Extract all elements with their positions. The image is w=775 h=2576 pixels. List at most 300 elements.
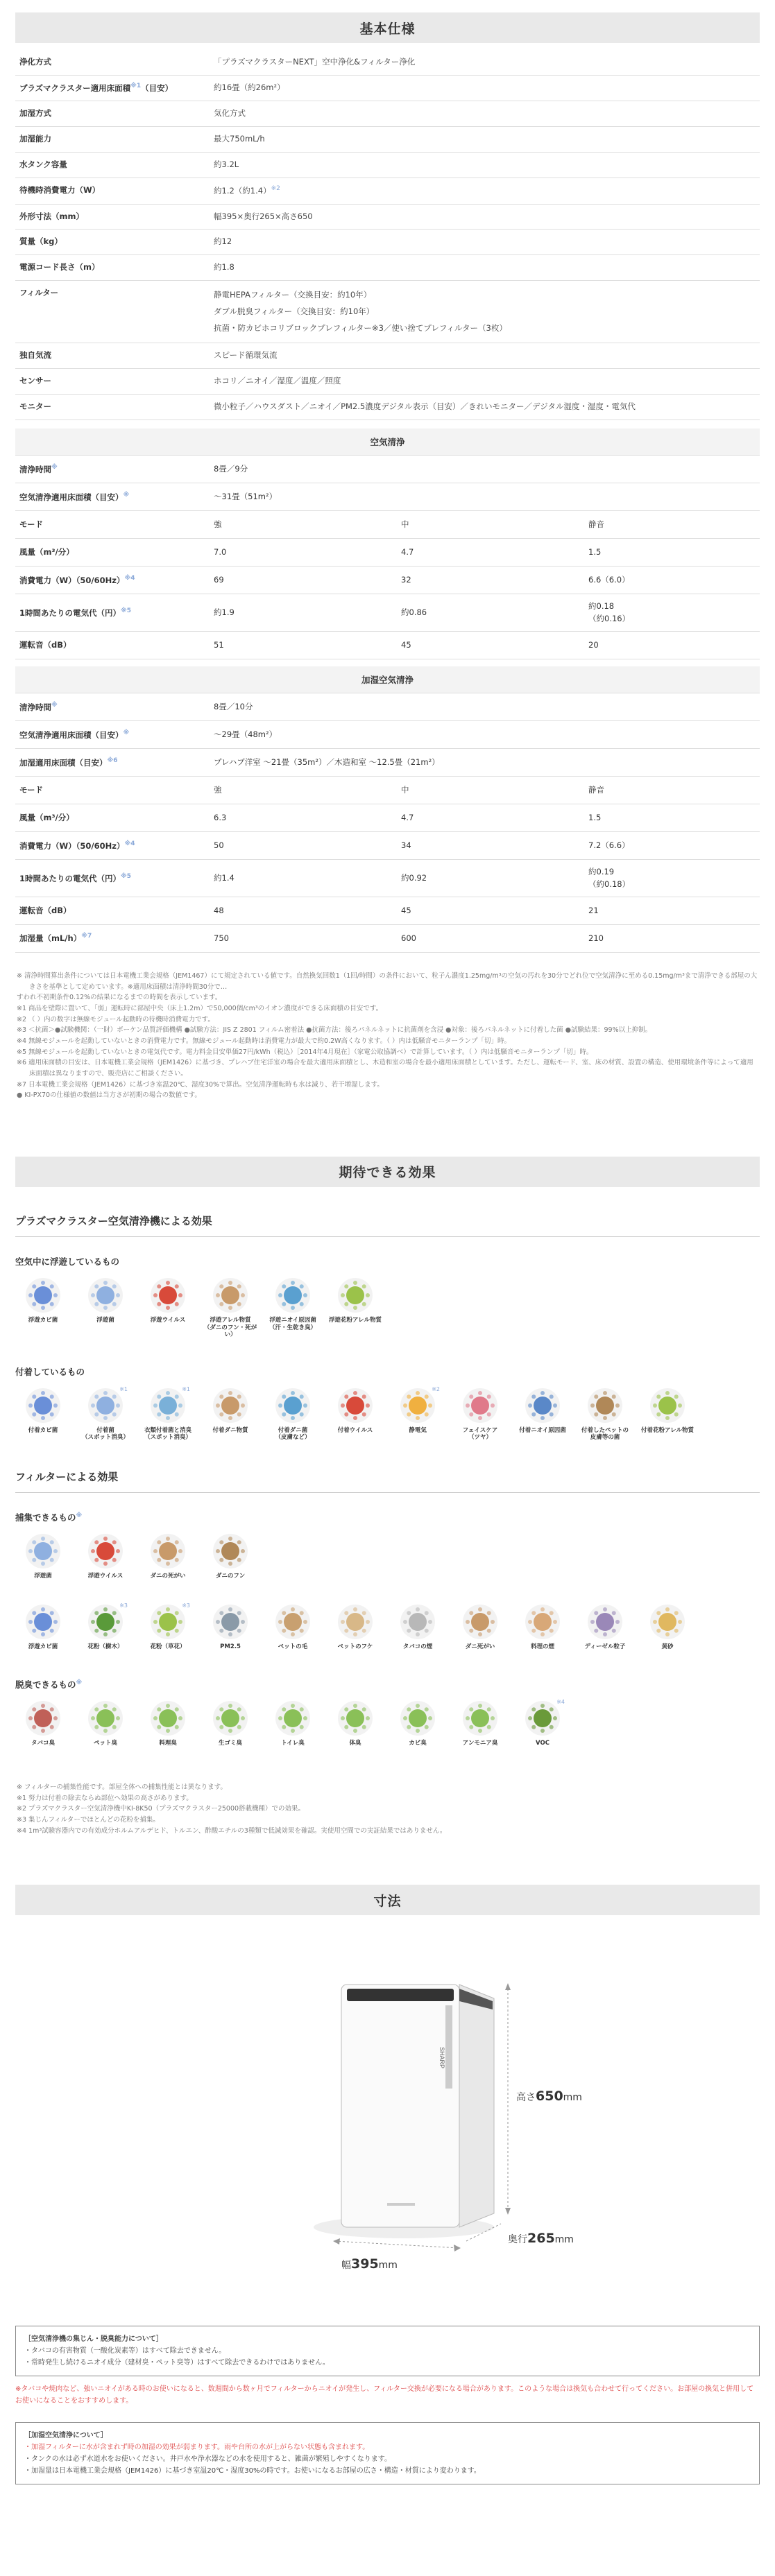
effect-icon-graphic: [337, 1388, 373, 1424]
effect-icon-graphic: [462, 1700, 498, 1736]
effect-item: [327, 1604, 383, 1651]
mode-mid: 中: [397, 511, 584, 539]
warning-text: ※タバコや焼肉など、強いニオイがある時のお使いになると、数週間から数ヶ月でフィルターからニオイが発生し、フィルター交換が必要になる場合があります。このような場合は換気も合わせて行ってください。お部屋の換気と併用してお使いになることをおすすめします。: [15, 2385, 754, 2405]
effect-icon: [150, 1700, 186, 1736]
effect-icon: [25, 1533, 61, 1569]
effect-icon: [150, 1277, 186, 1313]
effect-icon: ※2: [400, 1388, 436, 1424]
width-value: 395: [351, 2256, 379, 2272]
spec-row: [15, 101, 760, 127]
spec-value: 気化方式: [210, 101, 760, 127]
effect-icon: [275, 1277, 311, 1313]
effect-icon: [87, 1700, 124, 1736]
effect-caption: PM2.5: [220, 1643, 241, 1650]
height-value: 650: [536, 2089, 563, 2104]
attached-icons: [15, 1385, 760, 1442]
spec-label: 質量（kg）: [15, 230, 210, 255]
effect-item: [327, 1277, 383, 1339]
effect-icon-graphic: [87, 1700, 124, 1736]
filter-line: ダブル脱臭フィルター（交換目安：約10年）: [214, 306, 375, 316]
effect-icon-graphic: [150, 1388, 186, 1424]
effect-icon: [275, 1700, 311, 1736]
spec-row: [15, 153, 760, 178]
filter-effect-title: フィルターによる効果: [15, 1471, 119, 1484]
cell-value: 7.0: [210, 539, 397, 567]
effect-icon: [25, 1388, 61, 1424]
effect-icon: ※3: [150, 1604, 186, 1640]
effect-icon: [649, 1604, 685, 1640]
humid-time-label: 清浄時間: [19, 702, 51, 712]
effect-icon-graphic: [25, 1700, 61, 1736]
effect-icon: [87, 1277, 124, 1313]
spec-row: [15, 230, 760, 255]
spec-notes: [15, 971, 760, 1101]
cell-value: 21: [584, 897, 760, 924]
effect-icon-graphic: [337, 1604, 373, 1640]
effect-item: [515, 1388, 570, 1442]
spec-value: [210, 280, 760, 343]
cell-value: 6.6（6.0）: [584, 567, 760, 594]
spec-label: モニター: [15, 395, 210, 420]
note-line: ※ フィルターの捕集性能です。部屋全体への捕集性能とは異なります。: [17, 1783, 227, 1791]
effect-caption: 生ゴミ臭: [218, 1740, 242, 1747]
effect-icon: [25, 1277, 61, 1313]
effect-icon-graphic: [337, 1700, 373, 1736]
effect-icon: [150, 1533, 186, 1569]
effect-caption: タバコ臭: [31, 1740, 55, 1747]
effect-caption: トイレ臭: [281, 1740, 305, 1747]
clean-table: [15, 456, 760, 659]
row-label: 風量（m³/分）: [19, 813, 74, 823]
clean-subhead: [15, 429, 760, 456]
row-label: 1時間あたりの電気代（円）: [19, 607, 121, 618]
attached-title: 付着しているもの: [15, 1366, 85, 1377]
humid-row: [15, 804, 760, 832]
clean-mode-row: [15, 511, 760, 539]
height-label: 高さ650mm: [516, 2089, 582, 2104]
effect-caption: 浮遊ウイルス: [87, 1573, 124, 1580]
cell-value: 1.5: [584, 804, 760, 832]
spec-row: [15, 50, 760, 75]
effect-icon-graphic: [275, 1700, 311, 1736]
spec-value: 約12: [210, 230, 760, 255]
effect-icon: ※1: [150, 1388, 186, 1424]
effect-caption: ペットの毛: [278, 1643, 308, 1650]
notice-title: ［空気清浄機の集じん・脱臭能力について］: [24, 2335, 163, 2344]
divider: [15, 1236, 760, 1237]
note-line: ※2 プラズマクラスター空気清浄機中KI-8K50（プラズマクラスター25000搭載機種）での効果。: [17, 1805, 305, 1813]
effect-item: [640, 1604, 695, 1651]
deodor-sup: ※: [76, 1679, 83, 1687]
effect-icon-graphic: [400, 1604, 436, 1640]
spec-value: 「プラズマクラスターNEXT」空中浄化&フィルター浄化: [210, 50, 760, 75]
effect-caption: 浮遊アレル物質 （ダニのフン・死がい）: [203, 1316, 257, 1339]
notice-title: ［加湿空気清浄について］: [24, 2432, 108, 2440]
effect-item: [640, 1388, 695, 1442]
effect-caption: 料理臭: [159, 1740, 177, 1747]
effect-item: [140, 1533, 196, 1580]
plasma-title: プラズマクラスター空気清浄機による効果: [15, 1214, 212, 1227]
effect-icon: [525, 1604, 561, 1640]
spec-row: [15, 369, 760, 395]
cell-value: 約0.92: [397, 860, 584, 897]
humid-harea-row: [15, 749, 760, 777]
cell-value: 750: [210, 924, 397, 952]
cell-value: 34: [397, 832, 584, 860]
effect-item: [203, 1700, 258, 1747]
effect-icon-graphic: [275, 1277, 311, 1313]
note-line: ※1 商品を壁際に置いて、「弱」運転時に部屋中央（床上1.2m）で50,000個/cm³のイオン濃度ができる床面積の目安です。: [17, 1004, 383, 1012]
effect-icon: [275, 1388, 311, 1424]
effects-title: 期待できる効果: [339, 1165, 436, 1181]
effect-caption: 付着したペットの 皮膚等の菌: [581, 1426, 629, 1442]
effect-caption: 付着ダニ菌 （皮膚など）: [275, 1426, 311, 1442]
effect-icon-graphic: [150, 1533, 186, 1569]
effect-icon-graphic: [150, 1277, 186, 1313]
effect-item: [15, 1700, 71, 1747]
effect-caption: ペット臭: [93, 1740, 117, 1747]
effect-item: [390, 1700, 445, 1747]
row-label: 風量（m³/分）: [19, 547, 74, 557]
spec-value: 約1.8: [210, 255, 760, 281]
dims-title: 寸法: [373, 1893, 402, 1909]
effect-icon-graphic: [25, 1388, 61, 1424]
effect-item: [15, 1533, 71, 1580]
effect-icon-graphic: [25, 1604, 61, 1640]
spec-title: 基本仕様: [359, 21, 416, 37]
mode-mid: 中: [397, 777, 584, 804]
effect-icon-graphic: [525, 1604, 561, 1640]
effect-caption: ダニのフン: [215, 1573, 246, 1580]
effect-caption: 付着花粉アレル物質: [641, 1426, 694, 1434]
spec-banner: [15, 12, 760, 43]
effect-caption: VOC: [536, 1740, 550, 1747]
notice-line: ・加湿量は日本電機工業会規格（JEM1426）に基づき室温20℃・湿度30%の時です。お使いになるお部屋の広さ・構造・材質により変わります。: [24, 2467, 481, 2475]
effect-caption: 付着菌 （スポット消臭）: [81, 1426, 129, 1442]
note-line: ※4 無線モジュールを起動していないときの消費電力です。無線モジュール起動時は消費電力が最大で約0.2W高くなります。（ ）内は低騒音モニターランプ「切」時。: [17, 1037, 511, 1045]
effect-item: [78, 1604, 133, 1651]
cell-value: 1.5: [584, 539, 760, 567]
note-line: ※7 日本電機工業会規格（JEM1426）に基づき室温20℃、湿度30%で算出。空気清浄運転時も水は減り、若干増湿します。: [17, 1080, 384, 1089]
spec-label: センサー: [15, 369, 210, 395]
effect-icon: [25, 1700, 61, 1736]
effect-icon-graphic: [400, 1388, 436, 1424]
effect-caption: 付着ニオイ原因菌: [519, 1426, 566, 1434]
deodor-title: 脱臭できるもの: [15, 1679, 76, 1691]
effect-icon: [400, 1700, 436, 1736]
effect-icon-graphic: [87, 1388, 124, 1424]
effect-icon: [587, 1388, 623, 1424]
humid-row: [15, 897, 760, 924]
effect-item: [140, 1277, 196, 1339]
spec-row: [15, 343, 760, 369]
humid-harea-value: プレハブ洋室 〜21畳（35m²）／木造和室 〜12.5畳（21m²）: [210, 749, 760, 777]
humid-area-label: 空気清浄適用床面積（目安）: [19, 729, 124, 740]
effect-item: [203, 1604, 258, 1651]
effect-icon-graphic: [25, 1277, 61, 1313]
effect-item: [515, 1700, 570, 1747]
effect-icon: ※1: [87, 1388, 124, 1424]
effect-item: [203, 1388, 258, 1442]
mode-label: モード: [15, 777, 210, 804]
effect-icon: [337, 1277, 373, 1313]
mode-strong: 強: [210, 511, 397, 539]
effect-item: [390, 1604, 445, 1651]
spec-label: 電源コード長さ（m）: [15, 255, 210, 281]
effect-icon-graphic: [150, 1604, 186, 1640]
note-line: ※ 清浄時間算出条件については日本電機工業会規格（JEM1467）にて規定されている値です。自然換気回数1（1回/時間）の条件において、粒子ん濃度1.25mg/m³の空気の汚れを30分でどれ位で空気清浄に至める0.15mg/m³まで清浄できる部屋の大きさを基準として定めています。※適用床面積は清浄時間30分で…: [17, 971, 758, 991]
effect-caption: フェイスケア （ツヤ）: [462, 1426, 498, 1442]
effect-item: [140, 1385, 196, 1442]
humid-subhead: [15, 666, 760, 693]
spec-row: [15, 255, 760, 281]
effect-icon: [462, 1700, 498, 1736]
effect-icon: [462, 1388, 498, 1424]
effect-icon: [400, 1604, 436, 1640]
effect-icon: ※3: [87, 1604, 124, 1640]
cell-value: 約0.18 （約0.16）: [584, 594, 760, 632]
cell-value: 20: [584, 631, 760, 659]
effect-icon: [587, 1604, 623, 1640]
effect-item: [265, 1700, 321, 1747]
effect-caption: 浮遊カビ菌: [28, 1643, 58, 1650]
effect-item: [452, 1388, 508, 1442]
note-line: ※5 無線モジュールを起動していないときの電気代です。電力料金目安単価27円/kWh（税込）［2014年4月現在］（家電公取協調べ）で計算しています。（ ）内は低騒音モニターランプ「切」時。: [17, 1048, 593, 1056]
capture-title: 捕集できるもの: [15, 1512, 76, 1523]
row-label: 消費電力（W）（50/60Hz）: [19, 840, 125, 851]
note-line: ※2 （ ）内の数字は無線モジュール起動時の待機時消費電力です。: [17, 1015, 214, 1023]
capture-sup: ※: [76, 1512, 83, 1519]
effect-icon: [275, 1604, 311, 1640]
capture-icons-1: [15, 1533, 760, 1580]
clean-row: 1時間あたりの電気代（円）$^{※5}$ 約1.9 約0.86 約0.18 （約0.16）: [15, 594, 760, 632]
spec-value: 幅395×奥行265×高さ650: [210, 204, 760, 230]
effect-caption: 浮遊ウイルス: [150, 1316, 186, 1324]
effect-caption: 花粉（草花）: [150, 1643, 186, 1650]
effect-icon-graphic: [525, 1700, 561, 1736]
clean-area-label: 空気清浄適用床面積（目安）: [19, 492, 124, 502]
effect-item: [265, 1277, 321, 1339]
effect-caption: 付着ダニ物質: [212, 1426, 248, 1434]
humid-row: 加湿量$(mL/h)^{※7}$ 750 600 210: [15, 924, 760, 952]
effect-icon: [462, 1604, 498, 1640]
effect-icon: [212, 1604, 248, 1640]
brand-text: SHARP: [438, 2047, 445, 2069]
mode-strong: 強: [210, 777, 397, 804]
notice-line: ・常時発生し続けるニオイ成分（建材臭・ペット臭等）はすべて除去できるわけではありません。: [24, 2359, 330, 2367]
cell-value: 4.7: [397, 539, 584, 567]
effect-caption: アンモニア臭: [462, 1740, 498, 1747]
mode-label: モード: [15, 511, 210, 539]
spec-row: [15, 127, 760, 153]
spec-label: 加湿方式: [15, 101, 210, 127]
effects-banner: [15, 1157, 760, 1187]
effect-icon: [212, 1388, 248, 1424]
cell-value: 約0.86: [397, 594, 584, 632]
humid-table: [15, 693, 760, 953]
effect-item: [15, 1277, 71, 1339]
humid-time-row: 清浄時間※ 8畳／10分: [15, 693, 760, 721]
effect-item: [78, 1385, 133, 1442]
note-line: ※6 適用床面積の目安は、日本電機工業会規格（JEM1426）に基づき、プレハブ住宅洋室の場合を最大適用床面積とし、木造和室の場合を最小適用床面積としています。ただし、運転モード、室、床の材質、設置の構造、使用環境条件等によって適用床面積は異なりますので、販売店にご相談ください。: [17, 1059, 753, 1078]
effect-item: [203, 1533, 258, 1580]
cell-value: 7.2（6.6）: [584, 832, 760, 860]
cell-value: 48: [210, 897, 397, 924]
row-label: 運転音（dB）: [19, 639, 71, 650]
effect-caption: 静電気: [409, 1426, 427, 1434]
effect-icon-graphic: [87, 1533, 124, 1569]
humid-harea-sup: ※6: [107, 757, 118, 764]
notice-line: ・加湿フィルターに水が含まれず時の加湿の効果が弱まります。雨や台所の水が上がらない状態も含まれます。: [24, 2444, 370, 2452]
effect-item: [390, 1385, 445, 1442]
note-line: ※3 ＜抗菌＞●試験機関：（一財）ボーケン品質評価機構 ●試験方法：JIS Z 2801 フィルム密着法 ●抗菌方法：後ろパネルネットに抗菌剤を含浸 ●対象：後ろパネルネットに付着した菌 ●試験結果：99%以上抑制。: [17, 1026, 652, 1035]
cell-value: 32: [397, 567, 584, 594]
capture-icons-2: [15, 1604, 760, 1651]
notice-box-2: [15, 2422, 760, 2484]
effect-icon-graphic: [212, 1533, 248, 1569]
effect-caption: 黄砂: [661, 1643, 674, 1650]
spec-value: 微小粒子／ハウスダスト／ニオイ／PM2.5濃度デジタル表示（目安）／きれいモニター／デジタル湿度・湿度・電気代: [210, 395, 760, 420]
effect-item: [140, 1604, 196, 1651]
row-label: 消費電力（W）（50/60Hz）: [19, 575, 125, 585]
humid-area-row: 空気清浄適用床面積（目安）※ 〜29畳（48m²）: [15, 721, 760, 749]
notice-box-1: [15, 2326, 760, 2376]
humid-mode-row: [15, 777, 760, 804]
effect-icon: [337, 1700, 373, 1736]
note-line: すわれ不初期条件0.12%の結果になるまでの時間を表示しています。: [17, 994, 222, 1002]
effect-item: [265, 1604, 321, 1651]
divider: [15, 1492, 760, 1493]
spec-value: 約16畳（約26m²）: [210, 75, 760, 101]
effect-icon-graphic: [87, 1277, 124, 1313]
effect-item: [140, 1700, 196, 1747]
cell-value: 6.3: [210, 804, 397, 832]
cell-value: 50: [210, 832, 397, 860]
notice-line: ・タバコの有害物質（一酸化炭素等）はすべて除去できません。: [24, 2347, 226, 2355]
effect-caption: 花粉（樹木）: [87, 1643, 124, 1650]
effect-caption: 衣類付着菌と消臭 （スポット消臭）: [144, 1426, 191, 1442]
effect-item: [78, 1277, 133, 1339]
effect-item: [452, 1604, 508, 1651]
width-label: 幅395mm: [341, 2256, 398, 2272]
spec-label: 待機時消費電力（W）: [15, 178, 210, 204]
depth-label: 奥行265mm: [508, 2231, 574, 2247]
spec-value: 約3.2L: [210, 153, 760, 178]
effect-caption: 浮遊菌: [34, 1573, 52, 1580]
effect-caption: カビ臭: [409, 1740, 427, 1747]
effect-caption: ダニ死がい: [465, 1643, 495, 1650]
effect-icon-graphic: [525, 1388, 561, 1424]
effect-icon: [337, 1388, 373, 1424]
spec-label: 独自気流: [15, 343, 210, 369]
effect-item: [265, 1388, 321, 1442]
cell-value: 69: [210, 567, 397, 594]
floating-icons: [15, 1277, 760, 1339]
note-line: ● KI-PX70の仕様値の数値は当方さが初期の場合の数値です。: [17, 1091, 201, 1100]
effect-item: [15, 1388, 71, 1442]
spec-value: 約1.2（約1.4）$^{※2}$: [210, 178, 760, 204]
humid-harea-label: 加湿適用床面積（目安）: [19, 757, 108, 768]
effect-caption: ダニの死がい: [150, 1573, 186, 1580]
spec-value: 最大750mL/h: [210, 127, 760, 153]
effect-icon: [212, 1277, 248, 1313]
cell-value: 210: [584, 924, 760, 952]
effect-icon: [212, 1533, 248, 1569]
effect-icon-graphic: [649, 1604, 685, 1640]
row-label: 運転音（dB）: [19, 905, 71, 915]
mode-quiet: 静音: [584, 511, 760, 539]
humid-title: 加湿空気清浄: [361, 674, 414, 685]
spec-value: ホコリ／ニオイ／湿度／温度／照度: [210, 369, 760, 395]
effect-icon-graphic: [212, 1604, 248, 1640]
deodor-icons: [15, 1700, 760, 1747]
cell-value: 約0.19 （約0.18）: [584, 860, 760, 897]
effect-icon-graphic: [337, 1277, 373, 1313]
effect-icon-graphic: [212, 1388, 248, 1424]
spec-row: [15, 178, 760, 204]
cell-value: 51: [210, 631, 397, 659]
clean-area-value: 〜31畳（51m²）: [210, 483, 760, 511]
effect-icon-graphic: [87, 1604, 124, 1640]
cell-value: 4.7: [397, 804, 584, 832]
effect-icon: [525, 1388, 561, 1424]
spec-label: プラズマクラスター適用床面積$^{※1}$（目安）: [15, 75, 210, 101]
spec-label: 加湿能力: [15, 127, 210, 153]
effect-icon-graphic: [150, 1700, 186, 1736]
spec-label: 浄化方式: [15, 50, 210, 75]
note-line: ※4 1m³試験容器内での有効成分ホルムアルデヒド、トルエン、酢酸エチルの3種類で低減効果を確認。実使用空間での実証結果ではありません。: [17, 1826, 447, 1835]
effect-caption: ペットのフケ: [337, 1643, 373, 1650]
effect-icon-graphic: [275, 1388, 311, 1424]
effect-caption: タバコの煙: [402, 1643, 433, 1650]
effect-icon-graphic: [275, 1604, 311, 1640]
note-line: ※1 努力は付着の除去ならぬ部位へ効果の高さがあります。: [17, 1794, 193, 1802]
row-label: 加湿量（mL/h）: [19, 933, 82, 944]
effect-item: [78, 1700, 133, 1747]
effect-icon-graphic: [587, 1604, 623, 1640]
clean-time-label: 清浄時間: [19, 464, 51, 474]
filter-line: 静電HEPAフィルター（交換目安：約10年）: [214, 289, 372, 300]
humid-area-value: 〜29畳（48m²）: [210, 721, 760, 749]
filter-line: 抗菌・防カビホコリブロックプレフィルター※3／使い捨てプレフィルター（3枚）: [214, 322, 507, 333]
effect-icon: [212, 1700, 248, 1736]
cell-value: 600: [397, 924, 584, 952]
spec-table: [15, 50, 760, 420]
effect-caption: 付着カビ菌: [28, 1426, 58, 1434]
effect-caption: 料理の煙: [530, 1643, 554, 1650]
effect-icon: [25, 1604, 61, 1640]
effect-icon-graphic: [587, 1388, 623, 1424]
depth-value: 265: [527, 2231, 555, 2247]
effect-icon: [649, 1388, 685, 1424]
effect-item: [78, 1533, 133, 1580]
mode-quiet: 静音: [584, 777, 760, 804]
effect-item: [15, 1604, 71, 1651]
dimension-figure: [15, 1929, 760, 2276]
spec-value: スピード循環気流: [210, 343, 760, 369]
cell-value: 約1.4: [210, 860, 397, 897]
effect-item: [515, 1604, 570, 1651]
note-line: ※3 集じんフィルターでほとんどの花粉を捕集。: [17, 1815, 160, 1824]
floating-title: 空気中に浮遊しているもの: [15, 1256, 120, 1267]
effect-notes: [15, 1782, 760, 1836]
effect-caption: 浮遊花粉アレル物質: [329, 1316, 382, 1324]
effect-caption: 体臭: [349, 1740, 361, 1747]
effect-item: [327, 1700, 383, 1747]
clean-title: 空気清浄: [370, 436, 405, 447]
purifier-illustration: [15, 1929, 760, 2276]
effect-icon-graphic: [212, 1277, 248, 1313]
